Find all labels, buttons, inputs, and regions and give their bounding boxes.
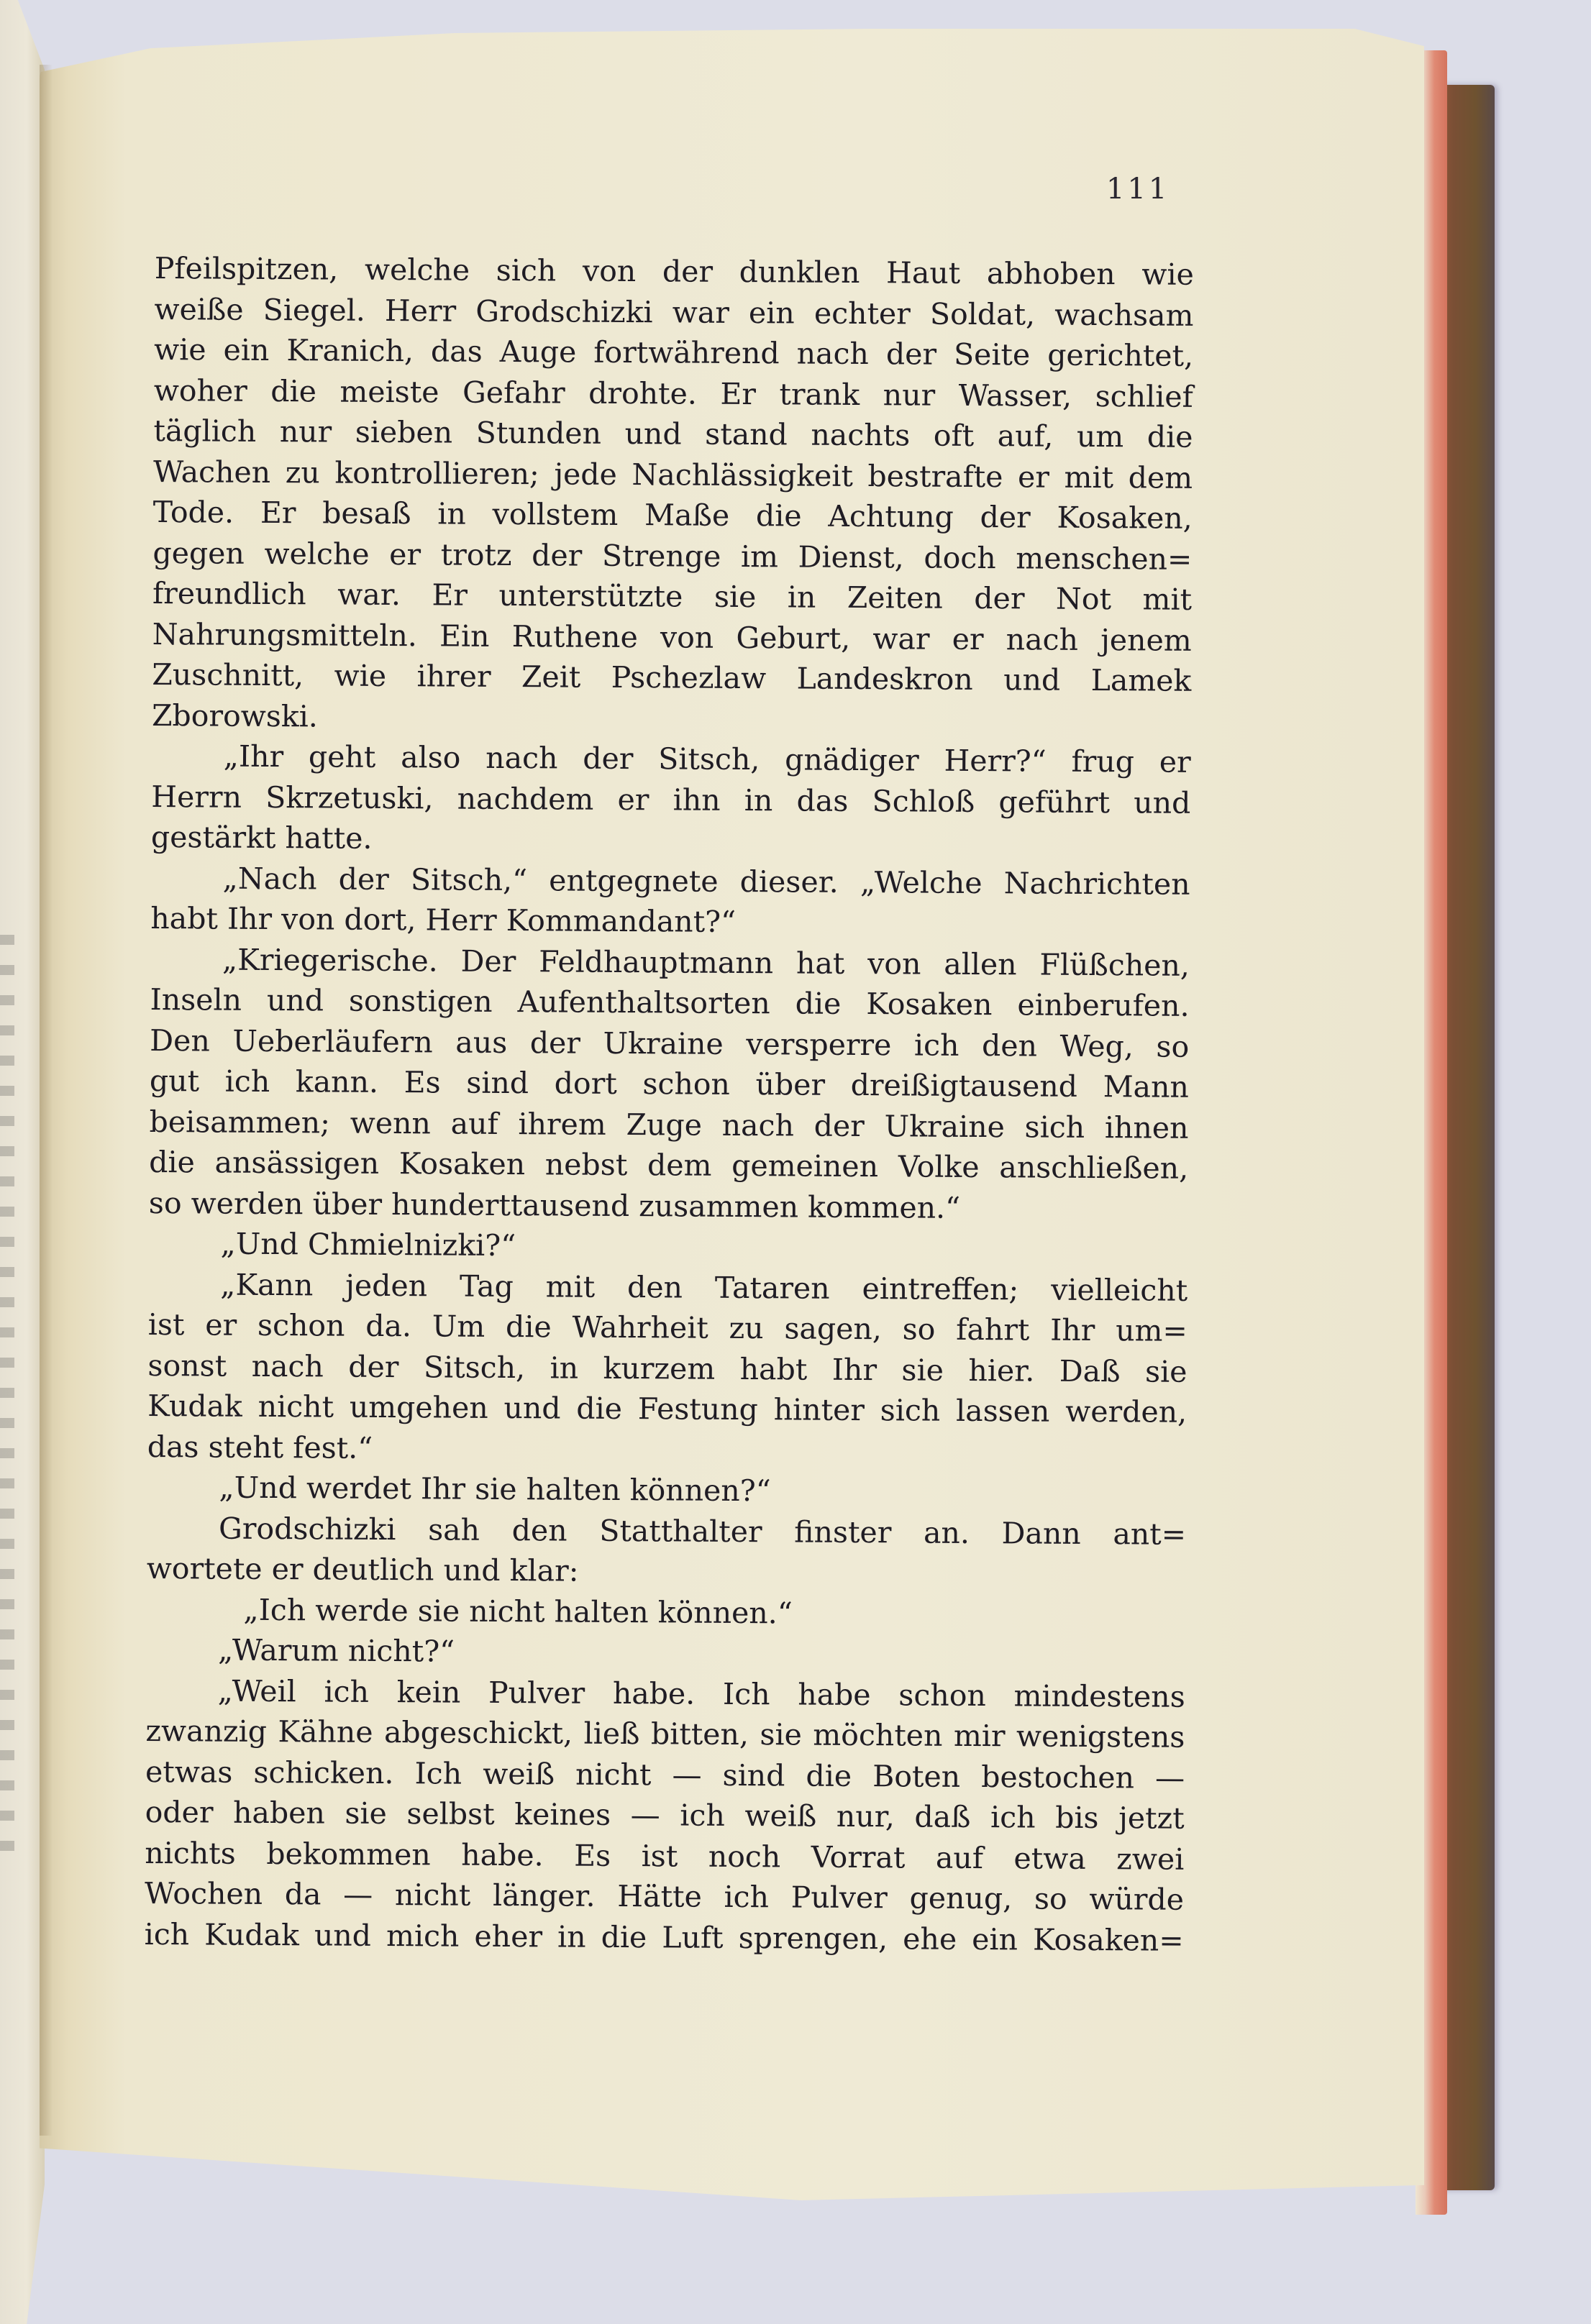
- page-number: 111: [1106, 173, 1170, 206]
- text-line: freundlich war. Er unterstützte sie in Zeiten der Not mit: [152, 575, 1193, 617]
- text-line: Den Ueberläufern aus der Ukraine versperre ich den Weg, so: [150, 1023, 1190, 1064]
- text-line: „Und werdet Ihr sie halten können?“: [219, 1470, 771, 1509]
- text-line: nichts bekommen habe. Es ist noch Vorrat auf etwa zwei: [145, 1835, 1185, 1877]
- text-line: gut ich kann. Es sind dort schon über dreißigtausend Mann: [149, 1063, 1190, 1104]
- text-line: weiße Siegel. Herr Grodschizki war ein echter Soldat, wachsam: [154, 291, 1194, 333]
- text-line: ich Kudak und mich eher in die Luft sprengen, ehe ein Kosaken=: [144, 1916, 1184, 1958]
- text-line: gegen welche er trotz der Strenge im Dienst, doch menschen=: [152, 535, 1193, 577]
- text-line: Wochen da — nicht länger. Hätte ich Pulver genug, so würde: [144, 1875, 1185, 1917]
- text-line: etwas schicken. Ich weiß nicht — sind die Boten bestochen —: [145, 1754, 1185, 1795]
- text-line: Wachen zu kontrollieren; jede Nachlässigkeit bestrafte er mit dem: [152, 454, 1193, 495]
- text-line: Tode. Er besaß in vollstem Maße die Achtung der Kosaken,: [152, 494, 1193, 536]
- text-line: zwanzig Kähne abgeschickt, ließ bitten, sie möchten mir wenigstens: [145, 1713, 1185, 1755]
- text-line: habt Ihr von dort, Herr Kommandant?“: [150, 900, 737, 939]
- text-line: „Und Chmielnizki?“: [220, 1226, 516, 1263]
- text-line: Pfeilspitzen, welche sich von der dunklen Haut abhoben wie: [154, 250, 1194, 292]
- gutter-shadow: [40, 65, 53, 2136]
- text-line: so werden über hunderttausend zusammen kommen.“: [148, 1185, 961, 1225]
- body-text: [145, 248, 1194, 1961]
- text-line: beisammen; wenn auf ihrem Zuge nach der Ukraine sich ihnen: [149, 1104, 1189, 1145]
- text-line: „Warum nicht?“: [217, 1632, 455, 1669]
- text-line: das steht fest.“: [147, 1429, 373, 1465]
- text-line: Zuschnitt, wie ihrer Zeit Pschezlaw Landeskron und Lamek: [152, 657, 1192, 698]
- text-line: „Nach der Sitsch,“ entgegnete dieser. „Welche Nachrichten: [222, 861, 1190, 902]
- text-line: „Kriegerische. Der Feldhauptmann hat von allen Flüßchen,: [222, 942, 1190, 983]
- text-line: gestärkt hatte.: [150, 819, 373, 856]
- text-line: Inseln und sonstigen Aufenthaltsorten die Kosaken einberufen.: [150, 982, 1190, 1023]
- text-line: täglich nur sieben Stunden und stand nachts oft auf, um die: [153, 413, 1193, 454]
- text-line: wie ein Kranich, das Auge fortwährend nach der Seite gerichtet,: [153, 331, 1194, 373]
- text-line: woher die meiste Gefahr drohte. Er trank nur Wasser, schlief: [153, 372, 1193, 414]
- text-line: die ansässigen Kosaken nebst dem gemeinen Volke anschließen,: [149, 1144, 1189, 1186]
- left-page-edge: [0, 0, 45, 2324]
- text-line: „Kann jeden Tag mit den Tataren eintreffen; vielleicht: [220, 1267, 1188, 1308]
- text-line: Zborowski.: [151, 697, 319, 733]
- text-line: sonst nach der Sitsch, in kurzem habt Ihr sie hier. Daß sie: [147, 1348, 1187, 1389]
- text-line: „Ich werde sie nicht halten können.“: [243, 1592, 793, 1630]
- text-line: „Ihr geht also nach der Sitsch, gnädiger Herr?“ frug er: [223, 738, 1191, 779]
- text-line: Nahrungsmitteln. Ein Ruthene von Geburt, war er nach jenem: [152, 616, 1192, 658]
- text-line: Herrn Skrzetuski, nachdem er ihn in das Schloß geführt und: [151, 779, 1191, 820]
- text-line: Kudak nicht umgehen und die Festung hinter sich lassen werden,: [147, 1388, 1187, 1429]
- text-line: wortete er deutlich und klar:: [146, 1550, 579, 1588]
- text-line: „Weil ich kein Pulver habe. Ich habe schon mindestens: [217, 1673, 1185, 1714]
- show-through-text-marks: [0, 935, 14, 1870]
- text-line: ist er schon da. Um die Wahrheit zu sagen, so fahrt Ihr um=: [147, 1307, 1187, 1348]
- text-line: oder haben sie selbst keines — ich weiß nur, daß ich bis jetzt: [145, 1794, 1185, 1836]
- text-line: Grodschizki sah den Statthalter finster an. Dann ant=: [218, 1511, 1187, 1552]
